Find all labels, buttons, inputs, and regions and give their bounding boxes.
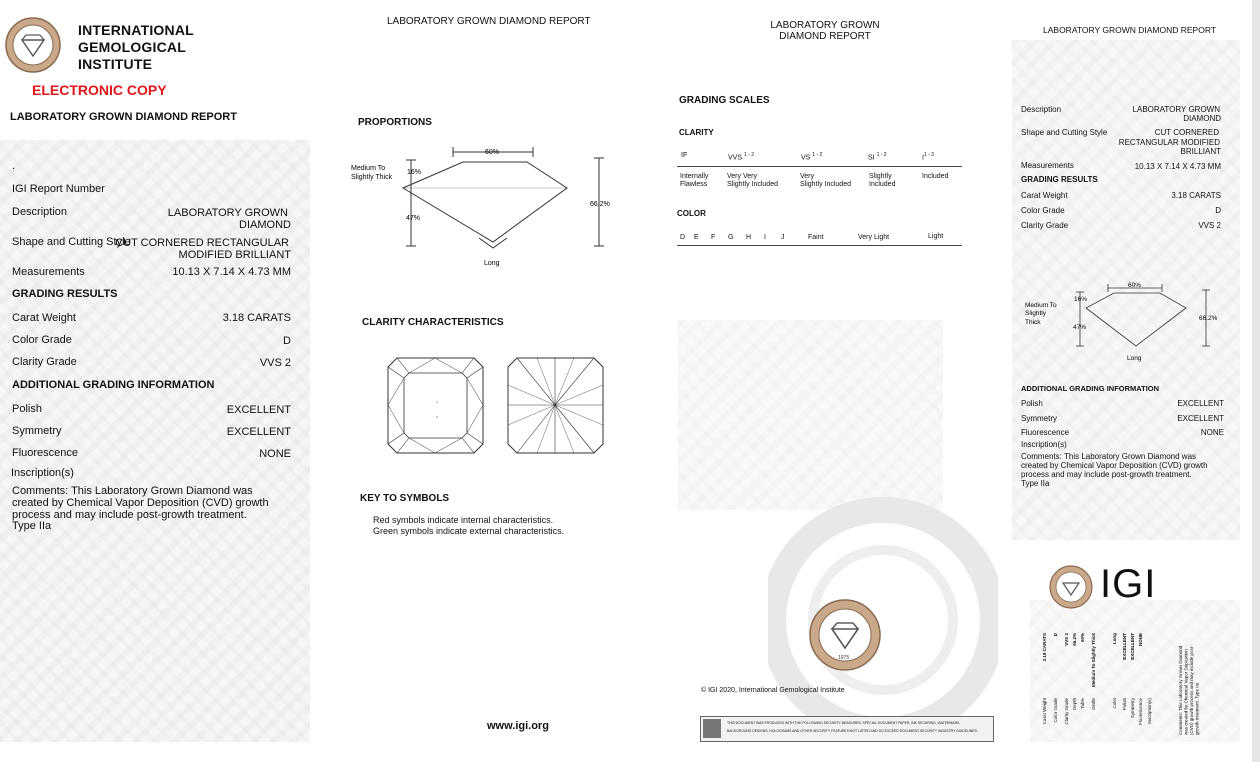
rotated-comments: Comments: This Laboratory Grown Diamond was created by Chemical Vapor Deposition (CVD) growth process and may include post-growth treatment. Type IIa bbox=[1178, 645, 1200, 735]
p4-measurements-value: 10.13 X 7.14 X 4.73 MM bbox=[1134, 162, 1221, 171]
scale-if: IF bbox=[681, 152, 688, 159]
seal-year: 1975 bbox=[838, 655, 850, 661]
rot-label-culet: Culet bbox=[1112, 698, 1117, 709]
p4-carat-value: 3.18 CARATS bbox=[1171, 191, 1221, 200]
p4-girdle-1: Medium To bbox=[1025, 302, 1057, 309]
color-g: G bbox=[728, 234, 734, 241]
p4-girdle-2: Slightly bbox=[1025, 310, 1046, 317]
p4-symmetry-value: EXCELLENT bbox=[1177, 414, 1224, 423]
crown-pct-label: 16% bbox=[407, 169, 422, 176]
p4-shape-value-1: CUT CORNERED bbox=[1154, 128, 1219, 137]
girdle-label-2: Slightly Thick bbox=[351, 174, 393, 181]
p4-description-value-2: DIAMOND bbox=[1183, 114, 1221, 123]
org-name-line1: INTERNATIONAL bbox=[78, 22, 194, 38]
color-i: I bbox=[764, 234, 766, 241]
shape-value-1: CUT CORNERED RECTANGULAR bbox=[115, 237, 289, 249]
rot-value-girdle: Medium To Slightly Thick bbox=[1091, 633, 1096, 687]
polish-value: EXCELLENT bbox=[226, 404, 291, 416]
color-e: E bbox=[694, 234, 699, 241]
panel2-header: LABORATORY GROWN DIAMOND REPORT bbox=[387, 16, 591, 27]
key-to-symbols-heading: KEY TO SYMBOLS bbox=[360, 493, 450, 504]
proportions-heading: PROPORTIONS bbox=[358, 117, 432, 128]
table-pct-label: 60% bbox=[485, 149, 500, 156]
color-light: Light bbox=[928, 233, 944, 240]
clarity-plot-pavilion bbox=[507, 357, 604, 454]
comments-line-4: Type IIa bbox=[12, 520, 52, 532]
website-link[interactable]: www.igi.org bbox=[487, 720, 549, 732]
rot-label-girdle: Girdle bbox=[1091, 698, 1096, 711]
rot-value-carat: 3.18 CARATS bbox=[1042, 633, 1047, 662]
clarity-label: Clarity Grade bbox=[12, 356, 77, 368]
org-name-line2: GEMOLOGICAL bbox=[78, 39, 186, 55]
rot-value-table: 60% bbox=[1080, 633, 1085, 643]
rot-label-inscriptions: Inscription(s) bbox=[1147, 698, 1152, 724]
comments-line-2: created by Chemical Vapor Deposition (CVD) growth bbox=[12, 497, 269, 509]
rot-value-clarity: VVS 2 bbox=[1064, 633, 1069, 646]
p4-comments-2: created by Chemical Vapor Deposition (CVD) growth bbox=[1021, 461, 1208, 470]
color-faint: Faint bbox=[808, 234, 824, 241]
key-red-text: Red symbols indicate internal characteristics. bbox=[373, 515, 554, 525]
p4-proportions-diagram bbox=[1020, 278, 1230, 368]
p4-comments-3: process and may include post-growth treatment. bbox=[1021, 470, 1192, 479]
if-desc: Internally Flawless bbox=[680, 173, 709, 188]
report-number-label: IGI Report Number bbox=[12, 183, 105, 195]
p4-additional-heading: ADDITIONAL GRADING INFORMATION bbox=[1021, 384, 1160, 393]
color-f: F bbox=[711, 234, 716, 241]
vs-desc: Very Slightly Included bbox=[800, 173, 851, 188]
watermark-emblem bbox=[768, 470, 998, 720]
p4-symmetry-label: Symmetry bbox=[1021, 414, 1057, 423]
rot-label-polish: Polish bbox=[1122, 698, 1127, 711]
grading-scales-heading: GRADING SCALES bbox=[679, 95, 770, 106]
color-label: Color Grade bbox=[12, 334, 72, 346]
p4-description-value-1: LABORATORY GROWN bbox=[1132, 105, 1220, 114]
proportions-diagram bbox=[345, 140, 625, 270]
igi-seal-center bbox=[808, 598, 882, 672]
org-name-line3: INSTITUTE bbox=[78, 56, 153, 72]
rot-label-carat: Carat Weight bbox=[1042, 698, 1047, 725]
igi-logo-text: IGI bbox=[1100, 562, 1157, 606]
p4-comments-4: Type IIa bbox=[1021, 479, 1050, 488]
p4-shape-label: Shape and Cutting Style bbox=[1021, 128, 1108, 137]
scale-vs: VS $^{1 - 2}$ bbox=[801, 152, 823, 162]
culet-label: Long bbox=[484, 260, 500, 267]
p4-polish-label: Polish bbox=[1021, 399, 1043, 408]
p4-crown-pct: 16% bbox=[1074, 296, 1088, 303]
p4-shape-value-3: BRILLIANT bbox=[1180, 147, 1221, 156]
page-edge bbox=[1252, 0, 1260, 762]
security-line-1: THIS DOCUMENT WAS PRODUCED WITH THE FOLLOWING SECURITY MEASURES: SPECIAL DOCUMENT PAPER, INK SECURING, WATERMARK, bbox=[727, 721, 961, 725]
scale-vvs: VVS $^{1 - 2}$ bbox=[728, 152, 754, 162]
p4-clarity-label: Clarity Grade bbox=[1021, 221, 1069, 230]
p4-table-pct: 60% bbox=[1128, 282, 1142, 289]
rotated-labels-strip bbox=[1042, 698, 1162, 734]
pavilion-pct-label: 47% bbox=[406, 215, 421, 222]
rot-label-fluor: Fluorescence bbox=[1138, 698, 1143, 726]
p4-polish-value: EXCELLENT bbox=[1177, 399, 1224, 408]
color-h: H bbox=[746, 234, 752, 241]
igi-logo-seal bbox=[1048, 564, 1094, 610]
p4-fluor-value: NONE bbox=[1200, 428, 1224, 437]
comments-line-3: process and may include post-growth treatment. bbox=[12, 509, 247, 521]
vvs-desc: Very Very Slightly Included bbox=[727, 173, 778, 188]
p4-comments-1: Comments: This Laboratory Grown Diamond was bbox=[1021, 452, 1197, 461]
p4-description-label: Description bbox=[1021, 105, 1062, 114]
rot-label-table: Table bbox=[1080, 698, 1085, 709]
rot-label-color: Color Grade bbox=[1053, 698, 1058, 723]
p4-color-label: Color Grade bbox=[1021, 206, 1065, 215]
carat-label: Carat Weight bbox=[12, 312, 76, 324]
p4-measurements-label: Measurements bbox=[1021, 161, 1074, 170]
p4-fluor-label: Fluorescence bbox=[1021, 428, 1070, 437]
rot-value-depth: 66.2% bbox=[1072, 633, 1077, 646]
shape-label: Shape and Cutting Style bbox=[12, 236, 131, 248]
color-j: J bbox=[781, 234, 785, 241]
clarity-characteristics-heading: CLARITY CHARACTERISTICS bbox=[362, 317, 504, 328]
p4-color-value: D bbox=[1215, 206, 1221, 215]
stray-dot: . bbox=[12, 160, 16, 172]
depth-pct-label: 66.2% bbox=[590, 201, 610, 208]
p4-girdle-3: Thick bbox=[1025, 319, 1041, 326]
p4-inscriptions-label: Inscription(s) bbox=[1021, 440, 1067, 449]
scale-i: $I^{1 - 3}$ bbox=[922, 152, 934, 162]
p4-depth-pct: 66.2% bbox=[1199, 315, 1218, 322]
color-value: D bbox=[283, 335, 291, 347]
panel3-header-1: LABORATORY GROWN bbox=[770, 20, 880, 31]
fluorescence-label: Fluorescence bbox=[12, 447, 79, 459]
inscriptions-label: Inscription(s) bbox=[11, 467, 74, 479]
description-label: Description bbox=[12, 206, 68, 218]
symmetry-label: Symmetry bbox=[12, 425, 62, 437]
color-scale-line bbox=[677, 245, 962, 246]
panel3-header-2: DIAMOND REPORT bbox=[779, 31, 871, 42]
p4-clarity-value: VVS 2 bbox=[1198, 221, 1221, 230]
p4-culet: Long bbox=[1127, 355, 1142, 362]
rot-value-culet: Long bbox=[1112, 633, 1117, 644]
rot-value-color: D bbox=[1053, 633, 1058, 637]
symmetry-value: EXCELLENT bbox=[226, 426, 291, 438]
description-value-2: DIAMOND bbox=[239, 219, 291, 231]
clarity-value: VVS 2 bbox=[259, 357, 291, 369]
shape-value-2: MODIFIED BRILLIANT bbox=[178, 249, 291, 261]
rot-label-clarity: Clarity Grade bbox=[1064, 698, 1069, 725]
measurements-value: 10.13 X 7.14 X 4.73 MM bbox=[172, 266, 291, 278]
comments-line-1: Comments: This Laboratory Grown Diamond was bbox=[12, 485, 253, 497]
security-notice-box bbox=[700, 716, 994, 742]
rot-value-polish: EXCELLENT bbox=[1122, 633, 1127, 660]
color-scale-heading: COLOR bbox=[677, 209, 706, 218]
report-title: LABORATORY GROWN DIAMOND REPORT bbox=[10, 111, 237, 123]
grading-results-heading: GRADING RESULTS bbox=[12, 288, 118, 300]
color-very-light: Very Light bbox=[858, 234, 890, 241]
p4-grading-results-heading: GRADING RESULTS bbox=[1021, 175, 1098, 184]
rotated-values-strip bbox=[1042, 633, 1152, 687]
measurements-label: Measurements bbox=[12, 266, 85, 278]
copyright-text: © IGI 2020, International Gemological Institute bbox=[701, 687, 845, 694]
polish-label: Polish bbox=[12, 403, 42, 415]
description-value-1: LABORATORY GROWN bbox=[167, 207, 288, 219]
p4-carat-label: Carat Weight bbox=[1021, 191, 1068, 200]
electronic-copy-label: ELECTRONIC COPY bbox=[32, 82, 167, 98]
additional-info-heading: ADDITIONAL GRADING INFORMATION bbox=[12, 379, 215, 391]
key-green-text: Green symbols indicate external characteristics. bbox=[373, 526, 565, 536]
rot-value-symmetry: EXCELLENT bbox=[1130, 633, 1135, 660]
clarity-scale-line bbox=[677, 166, 962, 167]
security-lock-icon bbox=[703, 719, 721, 738]
si-desc: Slightly Included bbox=[869, 173, 896, 188]
panel4-header: LABORATORY GROWN DIAMOND REPORT bbox=[1043, 25, 1217, 35]
clarity-plot-crown bbox=[387, 357, 484, 454]
girdle-label-1: Medium To bbox=[351, 165, 386, 172]
i-desc: Included bbox=[922, 173, 949, 180]
p4-pavilion-pct: 47% bbox=[1073, 324, 1087, 331]
scale-si: SI $^{1 - 2}$ bbox=[868, 152, 887, 162]
color-d: D bbox=[680, 234, 686, 241]
fluorescence-value: NONE bbox=[259, 448, 291, 460]
rot-value-fluor: NONE bbox=[1138, 633, 1143, 647]
igi-seal-logo bbox=[4, 16, 62, 74]
p4-shape-value-2: RECTANGULAR MODIFIED bbox=[1118, 138, 1220, 147]
rot-label-depth: Depth bbox=[1072, 698, 1077, 711]
clarity-scale-heading: CLARITY bbox=[679, 128, 714, 137]
rot-label-symmetry: Symmetry bbox=[1130, 698, 1135, 719]
security-line-2: BACKGROUND DESIGNS, HOLOGRAMS AND OTHER SECURITY FEATURES NOT LISTED AND DO EXCEED DOCUMENT SECURITY INDUSTRY GUIDELINES. bbox=[727, 729, 978, 733]
carat-value: 3.18 CARATS bbox=[222, 312, 291, 324]
